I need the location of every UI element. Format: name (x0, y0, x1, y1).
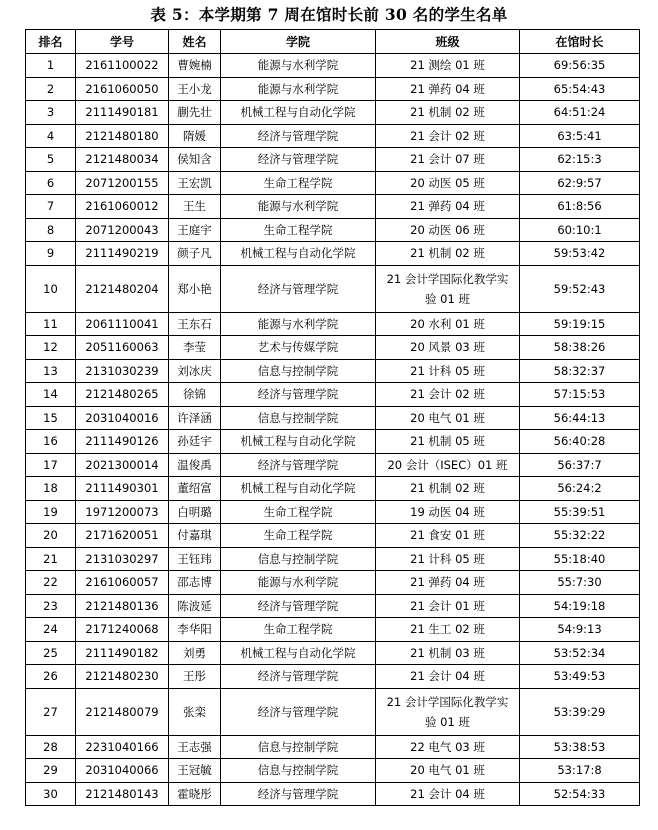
table-row (26, 618, 640, 642)
cell-college: 生命工程学院 (221, 218, 376, 242)
table-row (26, 383, 640, 407)
cell-class: 21 计科 05 班 (376, 547, 520, 571)
table-row (26, 571, 640, 595)
cell-student-id: 2021300014 (76, 453, 169, 477)
cell-rank: 8 (26, 218, 76, 242)
cell-class: 21 生工 02 班 (376, 618, 520, 642)
cell-rank: 4 (26, 124, 76, 148)
cell-class: 19 动医 04 班 (376, 500, 520, 524)
table-row (26, 336, 640, 360)
cell-student-id: 2121480230 (76, 665, 169, 689)
cell-name: 徐锦 (169, 383, 221, 407)
table-row (26, 77, 640, 101)
cell-student-id: 2061110041 (76, 312, 169, 336)
cell-college: 经济与管理学院 (221, 453, 376, 477)
cell-class: 22 电气 03 班 (376, 735, 520, 759)
cell-rank: 19 (26, 500, 76, 524)
cell-college: 经济与管理学院 (221, 265, 376, 312)
cell-name: 温俊禹 (169, 453, 221, 477)
cell-hours: 55:18:40 (520, 547, 640, 571)
cell-hours: 65:54:43 (520, 77, 640, 101)
cell-student-id: 2111490181 (76, 101, 169, 125)
cell-rank: 12 (26, 336, 76, 360)
cell-name: 陈波延 (169, 594, 221, 618)
header-college: 学院 (221, 30, 376, 54)
table-header-row (26, 30, 640, 54)
cell-student-id: 2121480180 (76, 124, 169, 148)
table-row (26, 312, 640, 336)
cell-college: 生命工程学院 (221, 500, 376, 524)
table-row (26, 359, 640, 383)
cell-name: 曹婉楠 (169, 54, 221, 78)
table-row (26, 54, 640, 78)
cell-student-id: 2121480143 (76, 782, 169, 806)
cell-rank: 25 (26, 641, 76, 665)
cell-rank: 14 (26, 383, 76, 407)
cell-rank: 15 (26, 406, 76, 430)
table-row (26, 101, 640, 125)
cell-college: 生命工程学院 (221, 524, 376, 548)
cell-hours: 59:52:43 (520, 265, 640, 312)
header-rank: 排名 (26, 30, 76, 54)
cell-class: 21 会计 02 班 (376, 124, 520, 148)
cell-name: 王志强 (169, 735, 221, 759)
cell-college: 机械工程与自动化学院 (221, 242, 376, 266)
cell-name: 孙廷宇 (169, 430, 221, 454)
cell-rank: 27 (26, 688, 76, 735)
table-row (26, 547, 640, 571)
cell-hours: 63:5:41 (520, 124, 640, 148)
cell-hours: 56:44:13 (520, 406, 640, 430)
table-body (26, 54, 640, 806)
cell-class: 21 机制 02 班 (376, 101, 520, 125)
cell-hours: 56:37:7 (520, 453, 640, 477)
cell-college: 机械工程与自动化学院 (221, 477, 376, 501)
cell-class: 20 会计（ISEC）01 班 (376, 453, 520, 477)
cell-name: 付嘉琪 (169, 524, 221, 548)
cell-name: 李华阳 (169, 618, 221, 642)
cell-college: 机械工程与自动化学院 (221, 641, 376, 665)
cell-class: 20 风景 03 班 (376, 336, 520, 360)
cell-student-id: 2031040016 (76, 406, 169, 430)
cell-hours: 58:38:26 (520, 336, 640, 360)
cell-student-id: 2161060012 (76, 195, 169, 219)
cell-class: 20 动医 05 班 (376, 171, 520, 195)
cell-class: 20 电气 01 班 (376, 406, 520, 430)
header-class: 班级 (376, 30, 520, 54)
cell-student-id: 2111490219 (76, 242, 169, 266)
cell-hours: 57:15:53 (520, 383, 640, 407)
cell-hours: 53:52:34 (520, 641, 640, 665)
header-hours: 在馆时长 (520, 30, 640, 54)
cell-college: 信息与控制学院 (221, 359, 376, 383)
cell-rank: 11 (26, 312, 76, 336)
cell-student-id: 2121480136 (76, 594, 169, 618)
cell-rank: 24 (26, 618, 76, 642)
cell-rank: 2 (26, 77, 76, 101)
cell-student-id: 2121480034 (76, 148, 169, 172)
cell-college: 经济与管理学院 (221, 782, 376, 806)
cell-class: 21 机制 03 班 (376, 641, 520, 665)
cell-hours: 53:39:29 (520, 688, 640, 735)
cell-college: 能源与水利学院 (221, 195, 376, 219)
cell-class: 21 弹药 04 班 (376, 571, 520, 595)
cell-name: 侯知含 (169, 148, 221, 172)
cell-college: 经济与管理学院 (221, 383, 376, 407)
cell-class: 21 会计学国际化教学实验 01 班 (376, 265, 520, 312)
cell-college: 生命工程学院 (221, 171, 376, 195)
cell-class: 21 机制 02 班 (376, 242, 520, 266)
table-row (26, 242, 640, 266)
cell-rank: 23 (26, 594, 76, 618)
cell-hours: 53:38:53 (520, 735, 640, 759)
cell-name: 王冠毓 (169, 759, 221, 783)
cell-hours: 62:9:57 (520, 171, 640, 195)
cell-student-id: 2171620051 (76, 524, 169, 548)
cell-name: 蒯先壮 (169, 101, 221, 125)
cell-hours: 56:24:2 (520, 477, 640, 501)
cell-student-id: 2111490301 (76, 477, 169, 501)
cell-hours: 55:39:51 (520, 500, 640, 524)
table-row (26, 782, 640, 806)
table-row (26, 477, 640, 501)
cell-student-id: 2231040166 (76, 735, 169, 759)
cell-student-id: 2111490126 (76, 430, 169, 454)
table-row (26, 500, 640, 524)
table-row (26, 594, 640, 618)
cell-rank: 29 (26, 759, 76, 783)
cell-college: 经济与管理学院 (221, 665, 376, 689)
table-row (26, 524, 640, 548)
cell-name: 霍晓彤 (169, 782, 221, 806)
cell-college: 能源与水利学院 (221, 312, 376, 336)
cell-rank: 10 (26, 265, 76, 312)
cell-college: 经济与管理学院 (221, 148, 376, 172)
table-row (26, 665, 640, 689)
cell-rank: 28 (26, 735, 76, 759)
table-row (26, 735, 640, 759)
cell-student-id: 2121480204 (76, 265, 169, 312)
cell-hours: 55:7:30 (520, 571, 640, 595)
cell-rank: 22 (26, 571, 76, 595)
table-row (26, 195, 640, 219)
cell-class: 21 会计 04 班 (376, 782, 520, 806)
cell-rank: 5 (26, 148, 76, 172)
cell-hours: 52:54:33 (520, 782, 640, 806)
cell-college: 艺术与传媒学院 (221, 336, 376, 360)
cell-name: 刘勇 (169, 641, 221, 665)
cell-class: 21 会计 01 班 (376, 594, 520, 618)
cell-hours: 59:53:42 (520, 242, 640, 266)
library-hours-table (25, 29, 640, 806)
cell-college: 信息与控制学院 (221, 547, 376, 571)
table-row (26, 124, 640, 148)
cell-college: 能源与水利学院 (221, 571, 376, 595)
cell-name: 王钰玮 (169, 547, 221, 571)
cell-class: 21 计科 05 班 (376, 359, 520, 383)
cell-student-id: 2161060050 (76, 77, 169, 101)
cell-name: 邵志博 (169, 571, 221, 595)
cell-name: 颜子凡 (169, 242, 221, 266)
table-row (26, 406, 640, 430)
cell-class: 21 会计 02 班 (376, 383, 520, 407)
cell-class: 21 食安 01 班 (376, 524, 520, 548)
cell-hours: 69:56:35 (520, 54, 640, 78)
cell-rank: 20 (26, 524, 76, 548)
cell-college: 经济与管理学院 (221, 594, 376, 618)
cell-class: 20 动医 06 班 (376, 218, 520, 242)
table-row (26, 453, 640, 477)
cell-college: 机械工程与自动化学院 (221, 101, 376, 125)
cell-student-id: 2121480265 (76, 383, 169, 407)
cell-hours: 62:15:3 (520, 148, 640, 172)
table-row (26, 218, 640, 242)
cell-hours: 59:19:15 (520, 312, 640, 336)
cell-hours: 53:17:8 (520, 759, 640, 783)
cell-hours: 56:40:28 (520, 430, 640, 454)
cell-rank: 6 (26, 171, 76, 195)
cell-student-id: 2161100022 (76, 54, 169, 78)
cell-class: 21 会计学国际化教学实验 01 班 (376, 688, 520, 735)
cell-student-id: 2071200043 (76, 218, 169, 242)
cell-name: 王小龙 (169, 77, 221, 101)
cell-rank: 30 (26, 782, 76, 806)
cell-name: 许泽涵 (169, 406, 221, 430)
cell-class: 21 机制 05 班 (376, 430, 520, 454)
cell-class: 21 会计 07 班 (376, 148, 520, 172)
cell-name: 刘冰庆 (169, 359, 221, 383)
cell-student-id: 2121480079 (76, 688, 169, 735)
cell-class: 21 测绘 01 班 (376, 54, 520, 78)
cell-rank: 9 (26, 242, 76, 266)
cell-rank: 18 (26, 477, 76, 501)
cell-hours: 54:19:18 (520, 594, 640, 618)
cell-name: 张栾 (169, 688, 221, 735)
cell-student-id: 2071200155 (76, 171, 169, 195)
header-student-id: 学号 (76, 30, 169, 54)
cell-college: 生命工程学院 (221, 618, 376, 642)
cell-name: 王庭宇 (169, 218, 221, 242)
cell-college: 经济与管理学院 (221, 688, 376, 735)
table-row (26, 759, 640, 783)
table-row (26, 171, 640, 195)
cell-student-id: 2161060057 (76, 571, 169, 595)
cell-rank: 26 (26, 665, 76, 689)
cell-rank: 16 (26, 430, 76, 454)
cell-rank: 7 (26, 195, 76, 219)
cell-class: 21 弹药 04 班 (376, 77, 520, 101)
cell-hours: 61:8:56 (520, 195, 640, 219)
cell-hours: 58:32:37 (520, 359, 640, 383)
table-row (26, 688, 640, 735)
cell-student-id: 2131030239 (76, 359, 169, 383)
cell-rank: 21 (26, 547, 76, 571)
cell-student-id: 2131030297 (76, 547, 169, 571)
cell-college: 能源与水利学院 (221, 54, 376, 78)
cell-college: 信息与控制学院 (221, 406, 376, 430)
cell-college: 能源与水利学院 (221, 77, 376, 101)
cell-name: 郑小艳 (169, 265, 221, 312)
cell-name: 董绍富 (169, 477, 221, 501)
cell-class: 21 会计 04 班 (376, 665, 520, 689)
cell-name: 隋媛 (169, 124, 221, 148)
cell-class: 21 机制 02 班 (376, 477, 520, 501)
table-row (26, 641, 640, 665)
table-caption: 表 5：本学期第 7 周在馆时长前 30 名的学生名单 (150, 5, 508, 24)
cell-name: 李莹 (169, 336, 221, 360)
cell-college: 信息与控制学院 (221, 759, 376, 783)
cell-student-id: 2031040066 (76, 759, 169, 783)
table-row (26, 148, 640, 172)
cell-student-id: 2171240068 (76, 618, 169, 642)
table-row (26, 430, 640, 454)
cell-class: 20 电气 01 班 (376, 759, 520, 783)
cell-class: 21 弹药 04 班 (376, 195, 520, 219)
cell-class: 20 水利 01 班 (376, 312, 520, 336)
cell-hours: 64:51:24 (520, 101, 640, 125)
cell-rank: 13 (26, 359, 76, 383)
table-row (26, 265, 640, 312)
cell-college: 经济与管理学院 (221, 124, 376, 148)
cell-college: 信息与控制学院 (221, 735, 376, 759)
cell-rank: 1 (26, 54, 76, 78)
cell-hours: 55:32:22 (520, 524, 640, 548)
cell-name: 王生 (169, 195, 221, 219)
cell-hours: 54:9:13 (520, 618, 640, 642)
cell-hours: 53:49:53 (520, 665, 640, 689)
cell-name: 白明璐 (169, 500, 221, 524)
cell-college: 机械工程与自动化学院 (221, 430, 376, 454)
cell-rank: 17 (26, 453, 76, 477)
cell-hours: 60:10:1 (520, 218, 640, 242)
cell-student-id: 2051160063 (76, 336, 169, 360)
cell-rank: 3 (26, 101, 76, 125)
cell-student-id: 2111490182 (76, 641, 169, 665)
cell-name: 王宏凯 (169, 171, 221, 195)
cell-student-id: 1971200073 (76, 500, 169, 524)
cell-name: 王东石 (169, 312, 221, 336)
header-name: 姓名 (169, 30, 221, 54)
cell-name: 王彤 (169, 665, 221, 689)
